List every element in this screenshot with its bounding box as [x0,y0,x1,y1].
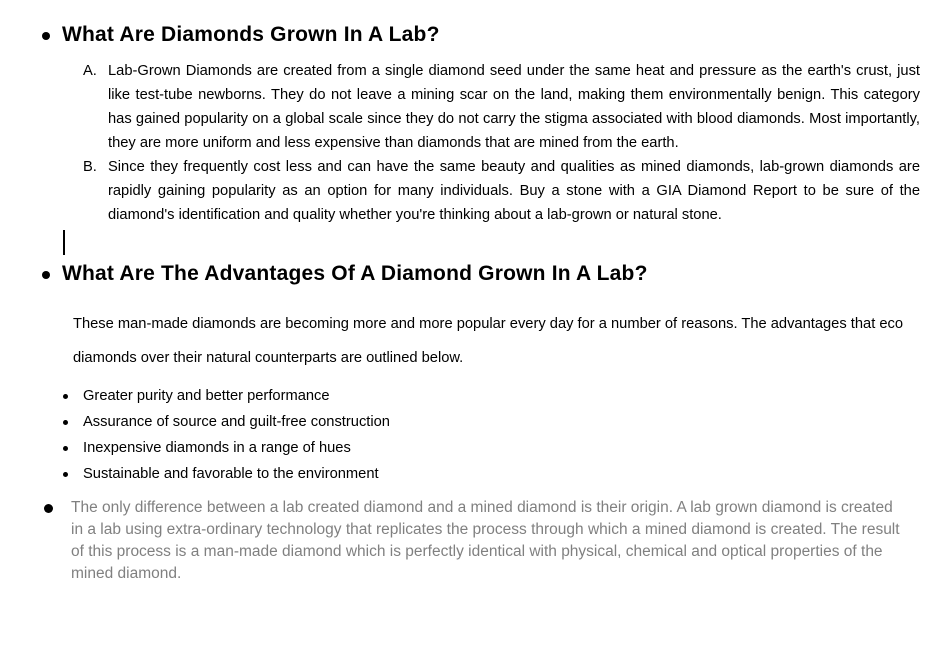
list-item-text: Assurance of source and guilt-free construction [83,414,390,430]
intro-paragraph [73,307,918,375]
heading-text: What Are Diamonds Grown In A Lab? [62,23,440,46]
bullet-icon [63,394,68,399]
bullet-icon [44,504,53,513]
advantages-list [0,383,948,487]
note-text: The only difference between a lab created diamond and a mined diamond is their origin. A lab grown diamond is created in a lab using extra-ordinary technology that replicates the process through which a mined diamond is created. The result of this process is a man-made diamond which is perfectly identical with physical, chemical and optical properties of the mined diamond. [71,499,900,582]
bullet-icon [63,472,68,477]
intro-line: diamonds over their natural counterparts are outlined below. [73,350,464,366]
list-item-b [83,155,948,227]
list-marker: B. [83,159,97,175]
intro-line: These man-made diamonds are becoming more and more popular every day for a number of reasons. The advantages that eco [73,316,904,332]
list-item-text: Inexpensive diamonds in a range of hues [83,440,351,456]
section-heading-what-are [42,0,920,46]
bullet-icon [63,420,68,425]
note-item [44,497,948,585]
list-item [63,383,948,409]
heading-text: What Are The Advantages Of A Diamond Grown In A Lab? [62,262,648,285]
lettered-list [0,59,948,227]
list-marker: A. [83,63,97,79]
list-item-text: Sustainable and favorable to the environment [83,466,379,482]
list-item-text: Lab-Grown Diamonds are created from a single diamond seed under the same heat and pressure as the earth's crust, just like test-tube newborns. They do not leave a mining scar on the land, making them environmentally benign. This category has gained popularity on a global scale since they do not carry the stigma associated with blood diamonds. Most importantly, they are more uniform and less expensive than diamonds that are mined from the earth. [108,63,920,151]
list-item-text: Since they frequently cost less and can have the same beauty and qualities as mined diamonds, lab-grown diamonds are rapidly gaining popularity as an option for many individuals. Buy a stone with a GIA Diamond Report to be sure of the diamond's identification and quality whether you're thinking about a lab-grown or natural stone. [108,159,920,223]
empty-line[interactable] [63,230,948,255]
list-item [63,461,948,487]
bullet-icon [63,446,68,451]
heading-bullet-icon [42,32,50,40]
list-item-a [83,59,948,155]
list-item [63,409,948,435]
text-cursor [63,230,65,255]
heading-bullet-icon [42,271,50,279]
list-item-text: Greater purity and better performance [83,388,330,404]
list-item [63,435,948,461]
section-heading-advantages [42,263,920,285]
